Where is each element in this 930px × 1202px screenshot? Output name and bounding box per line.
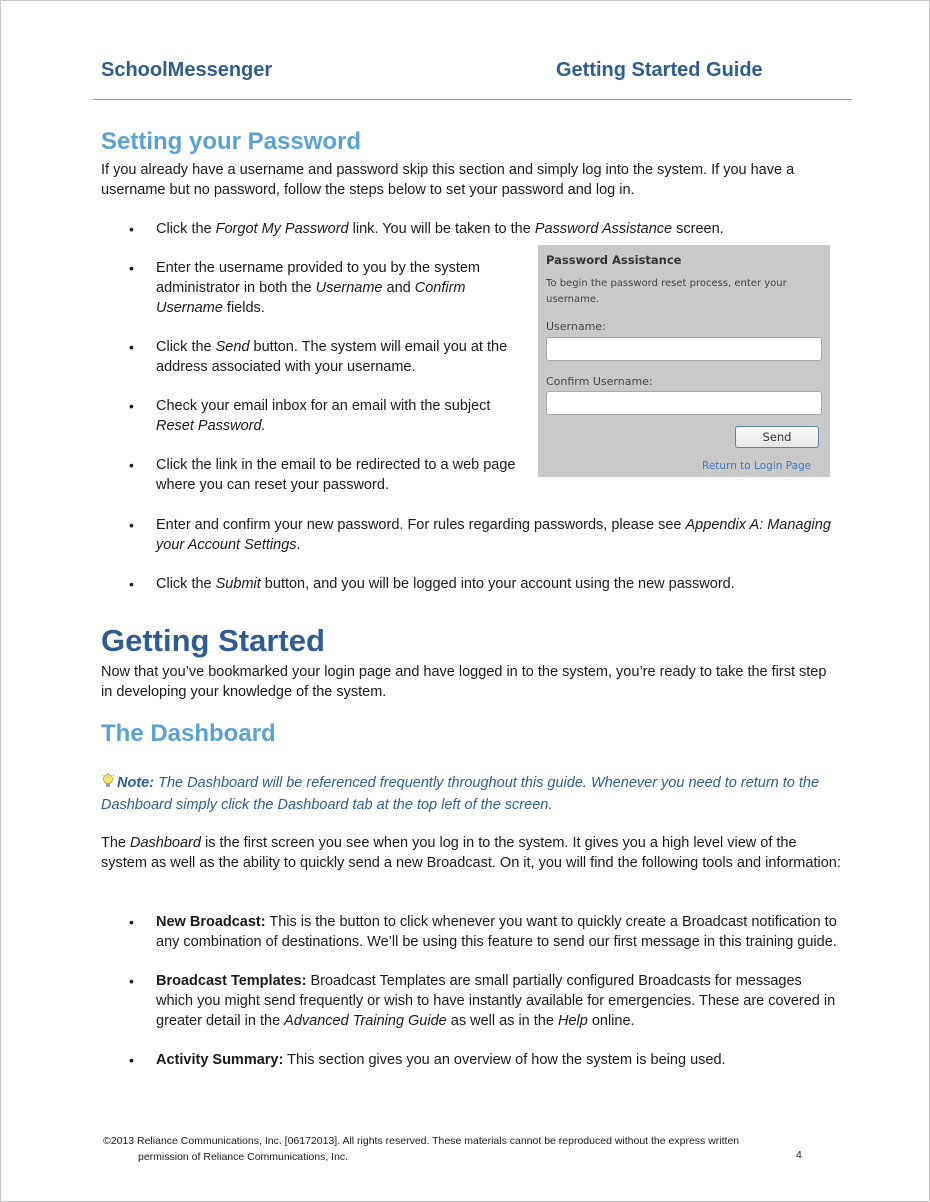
list-item: • Click the Forgot My Password link. You will be taken to the Password Assistance screen. [101, 219, 841, 239]
dashboard-intro: The Dashboard is the first screen you see when you log in to the system. It gives you a high level view of the system as well as the ability to quickly send a new Broadcast. On it, you will find the following tools and information: [101, 835, 841, 871]
section-title-dashboard: The Dashboard [101, 720, 276, 747]
list-item: • Click the Submit button, and you will be logged into your account using the new password. [101, 574, 841, 594]
lightbulb-icon [101, 773, 115, 795]
password-steps-side [101, 258, 531, 514]
pa-title: Password Assistance [546, 253, 682, 267]
pa-confirm-label: Confirm Username: [546, 375, 653, 388]
dashboard-note: Note: The Dashboard will be referenced frequently throughout this guide. Whenever you need to return to the Dashboard simply click the Dashboard tab at the top left of the screen. [101, 775, 820, 813]
header-guide-title: Getting Started Guide [556, 59, 763, 81]
section-title-getting-started: Getting Started [101, 623, 325, 658]
pa-username-label: Username: [546, 320, 606, 333]
page-number: 4 [796, 1149, 802, 1161]
password-intro: If you already have a username and password skip this section and simply log into the system. If you have a username but no password, follow the steps below to set your password and log in. [101, 162, 795, 198]
list-item: • Click the Send button. The system will email you at the address associated with your username. [101, 337, 531, 377]
list-item: • Activity Summary: This section gives you an overview of how the system is being used. [101, 1050, 841, 1070]
list-item: • New Broadcast: This is the button to click whenever you want to quickly create a Broadcast notification to any combination of destinations. We’ll be using this feature to send our first message in this training guide. [101, 912, 841, 952]
pa-description: To begin the password reset process, enter your username. [546, 278, 787, 305]
footer-copyright: ©2013 Reliance Communications, Inc. [06172013]. All rights reserved. These materials cannot be reproduced without the express written permission of Reliance Communications, Inc. [103, 1135, 740, 1163]
header-divider [93, 99, 852, 100]
getting-started-intro: Now that you’ve bookmarked your login page and have logged in to the system, you’re ready to take the first step in developing your knowledge of the system. [101, 664, 827, 700]
list-item: • Click the link in the email to be redirected to a web page where you can reset your password. [101, 455, 531, 495]
list-item: • Broadcast Templates: Broadcast Templates are small partially configured Broadcasts for messages which you might send frequently or wish to have instantly available for emergencies. These are covered in greater detail in the Advanced Training Guide as well as in the Help online. [101, 971, 841, 1031]
dashboard-items [101, 912, 841, 1089]
pa-confirm-input[interactable] [546, 391, 822, 415]
list-item: • Enter and confirm your new password. For rules regarding passwords, please see Appendix A: Managing your Account Settings. [101, 515, 841, 555]
pa-username-input[interactable] [546, 337, 822, 361]
password-steps-bottom [101, 515, 841, 613]
pa-return-link[interactable]: Return to Login Page [702, 460, 812, 472]
password-assistance-screenshot [538, 245, 830, 477]
list-item: • Check your email inbox for an email with the subject Reset Password. [101, 396, 531, 436]
pa-send-button[interactable]: Send [735, 426, 819, 448]
section-title-password: Setting your Password [101, 128, 362, 155]
list-item: • Enter the username provided to you by the system administrator in both the Username and Confirm Username fields. [101, 258, 531, 318]
header-product-name: SchoolMessenger [101, 59, 273, 81]
